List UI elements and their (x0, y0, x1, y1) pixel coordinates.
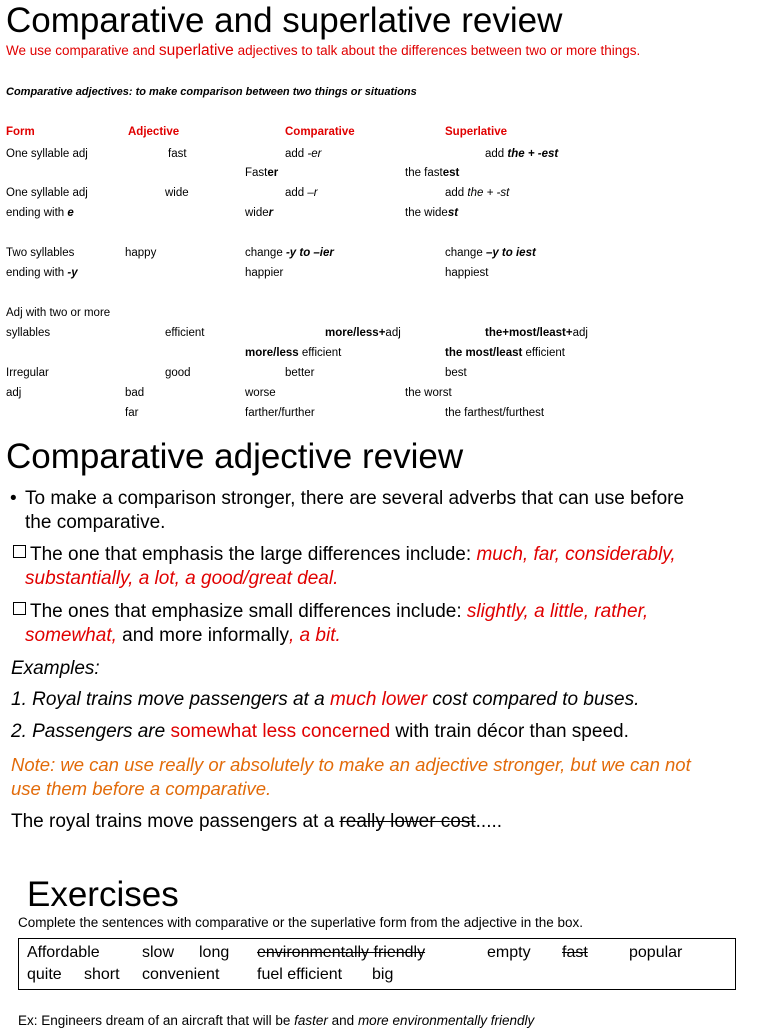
example-1 (11, 688, 639, 712)
r4cr: adj (385, 327, 401, 339)
r4se-b: the most/least (445, 347, 523, 359)
row4-adjective: efficient (165, 327, 205, 339)
example-2 (11, 720, 629, 744)
r2fb: ending with (6, 207, 68, 219)
r2sr-it: the + -st (467, 187, 510, 199)
section1-title: Comparative and superlative review (6, 1, 563, 40)
exb: faster (294, 1013, 328, 1028)
word-big: big (372, 966, 394, 983)
exercise-example (18, 1013, 534, 1028)
la: The royal trains move passengers at a (11, 811, 340, 832)
row3-superlative-example: happiest (445, 267, 489, 279)
exa: Ex: Engineers dream of an aircraft that will be (18, 1013, 295, 1028)
word-affordable: Affordable (27, 944, 100, 961)
row5-comparative-better: better (285, 367, 315, 379)
r3cr-b: -y to –ier (285, 247, 334, 259)
r4cr-b: more/less+ (325, 327, 386, 339)
intro-b: adjectives to talk about the differences between two or more things. (233, 43, 641, 58)
section1-subtitle: Comparative adjectives: to make comparison between two things or situations (6, 86, 417, 98)
word-empty: empty (487, 944, 531, 961)
row4-comparative-rule (325, 326, 401, 340)
e2a: 2. Passengers are (11, 721, 171, 742)
r1se-a: the fast (405, 167, 443, 179)
c1a: The one that emphasis the large differences include: (30, 544, 477, 565)
row3-adjective: happy (125, 247, 157, 259)
word-short: short (84, 966, 120, 983)
note-line1: Note: we can use really or absolutely to make an adjective stronger, but we can not (11, 754, 691, 775)
row4-superlative-rule (485, 326, 588, 340)
r1ce-a: Fast (245, 167, 268, 179)
row5-superlative-best: best (445, 367, 467, 379)
e1a: 1. Royal trains move passengers at a (11, 689, 330, 710)
row2-adjective: wide (165, 187, 189, 199)
word-long: long (199, 944, 230, 961)
row2-comparative-rule (285, 186, 318, 200)
word-environmentally-friendly: environmentally friendly (257, 944, 426, 961)
row5-adjective-good: good (165, 367, 191, 379)
r2fb-e: e (67, 207, 74, 219)
r2ce-b: r (268, 207, 274, 219)
row1-form: One syllable adj (6, 148, 88, 160)
r3cr: change (245, 247, 286, 259)
r4ce: efficient (298, 347, 342, 359)
r2se-a: the wide (405, 207, 448, 219)
bullet-marker: • (10, 488, 17, 509)
e2c: with train décor than speed. (390, 721, 629, 742)
examples-label: Examples: (11, 658, 100, 679)
word-popular: popular (629, 944, 683, 961)
exercise-instruction: Complete the sentences with comparative or the superlative form from the adjective in the box. (18, 915, 584, 930)
note-line2: use them before a comparative. (11, 778, 272, 799)
row2-form-ending (6, 206, 74, 220)
lstrike: really lower cost (339, 811, 476, 832)
row2-comparative-example (245, 206, 273, 220)
r3fb-y: -y (67, 267, 78, 279)
word-fuel-efficient: fuel efficient (257, 966, 343, 983)
bullet-line1: To make a comparison stronger, there are several adverbs that can use before (25, 488, 685, 509)
r1sr: add (485, 148, 508, 160)
c2a: The ones that emphasize small differences include: (30, 601, 467, 622)
section2-title: Comparative adjective review (6, 437, 464, 476)
row4-form-b: syllables (6, 327, 51, 339)
row2-superlative-rule (445, 186, 509, 200)
c2b: slightly, a little, rather, (466, 601, 649, 622)
row5-form-b: adj (6, 387, 22, 399)
row3-comparative-rule (245, 246, 334, 260)
lb: ..... (475, 811, 503, 832)
row2-superlative-example (405, 206, 458, 220)
check2-line1 (30, 600, 648, 624)
word-quite: quite (27, 966, 62, 983)
word-convenient: convenient (142, 966, 220, 983)
header-form: Form (6, 126, 35, 138)
row5-adjective-far: far (125, 407, 139, 419)
row1-comparative-example (245, 166, 278, 180)
check2-line2 (25, 624, 341, 648)
row5-superlative-worst: the worst (405, 387, 452, 399)
section3-title: Exercises (27, 875, 179, 914)
r3fb: ending with (6, 267, 68, 279)
section1-intro (6, 42, 640, 60)
row3-comparative-example: happier (245, 267, 284, 279)
word-slow: slow (142, 944, 175, 961)
r3sr-b: –y to iest (485, 247, 536, 259)
row1-adjective: fast (168, 148, 187, 160)
checkbox-icon (13, 602, 26, 615)
intro-a: We use comparative and (6, 43, 159, 58)
r1ce-b: er (267, 167, 279, 179)
exd: more environmentally friendly (357, 1013, 535, 1028)
row5-form: Irregular (6, 367, 49, 379)
r1cr: add (285, 148, 308, 160)
last-sentence (11, 810, 502, 834)
header-superlative: Superlative (445, 126, 507, 138)
check1-line2: substantially, a lot, a good/great deal. (25, 568, 339, 589)
intro-word: superlative (158, 42, 234, 59)
word-fast: fast (562, 944, 588, 961)
header-comparative: Comparative (285, 126, 355, 138)
row4-superlative-example (445, 346, 565, 360)
row4-form: Adj with two or more (6, 307, 111, 319)
e1b: much lower (329, 689, 428, 710)
check1-line1 (30, 543, 676, 567)
row5-adjective-bad: bad (125, 387, 145, 399)
r1cr-it: -er (307, 148, 322, 160)
c1b: much, far, considerably, (476, 544, 676, 565)
c2l2b: and more informally (116, 625, 289, 646)
r4sr: adj (572, 327, 588, 339)
row2-form: One syllable adj (6, 187, 88, 199)
exc: and (327, 1013, 358, 1028)
row5-comparative-worse: worse (245, 387, 276, 399)
r4se: efficient (522, 347, 565, 359)
checkbox-icon (13, 545, 26, 558)
c2l2c: , a bit. (289, 625, 341, 646)
row5-comparative-further: farther/further (245, 407, 315, 419)
row3-form: Two syllables (6, 247, 75, 259)
r4sr-b: the+most/least+ (485, 327, 573, 339)
r1se-b: est (442, 167, 460, 179)
bullet-line2: the comparative. (25, 512, 166, 533)
r2sr: add (445, 187, 468, 199)
row3-form-ending (6, 266, 78, 280)
r2ce-a: wide (245, 207, 269, 219)
r2cr-it: –r (307, 187, 318, 199)
row3-superlative-rule (445, 246, 536, 260)
row1-comparative-rule (285, 147, 321, 161)
r3sr: change (445, 247, 486, 259)
e1c: cost compared to buses. (427, 689, 640, 710)
row5-superlative-furthest: the farthest/furthest (445, 407, 545, 419)
row4-comparative-example (245, 346, 341, 360)
c2l2a: somewhat, (25, 625, 117, 646)
r4ce-b: more/less (245, 347, 299, 359)
header-adjective: Adjective (128, 126, 180, 138)
row1-superlative-example (405, 166, 459, 180)
e2b: somewhat less concerned (170, 721, 391, 742)
row1-superlative-rule (485, 147, 558, 161)
r2cr: add (285, 187, 308, 199)
r1sr-b: the + -est (507, 148, 559, 160)
r2se-b: st (447, 207, 459, 219)
